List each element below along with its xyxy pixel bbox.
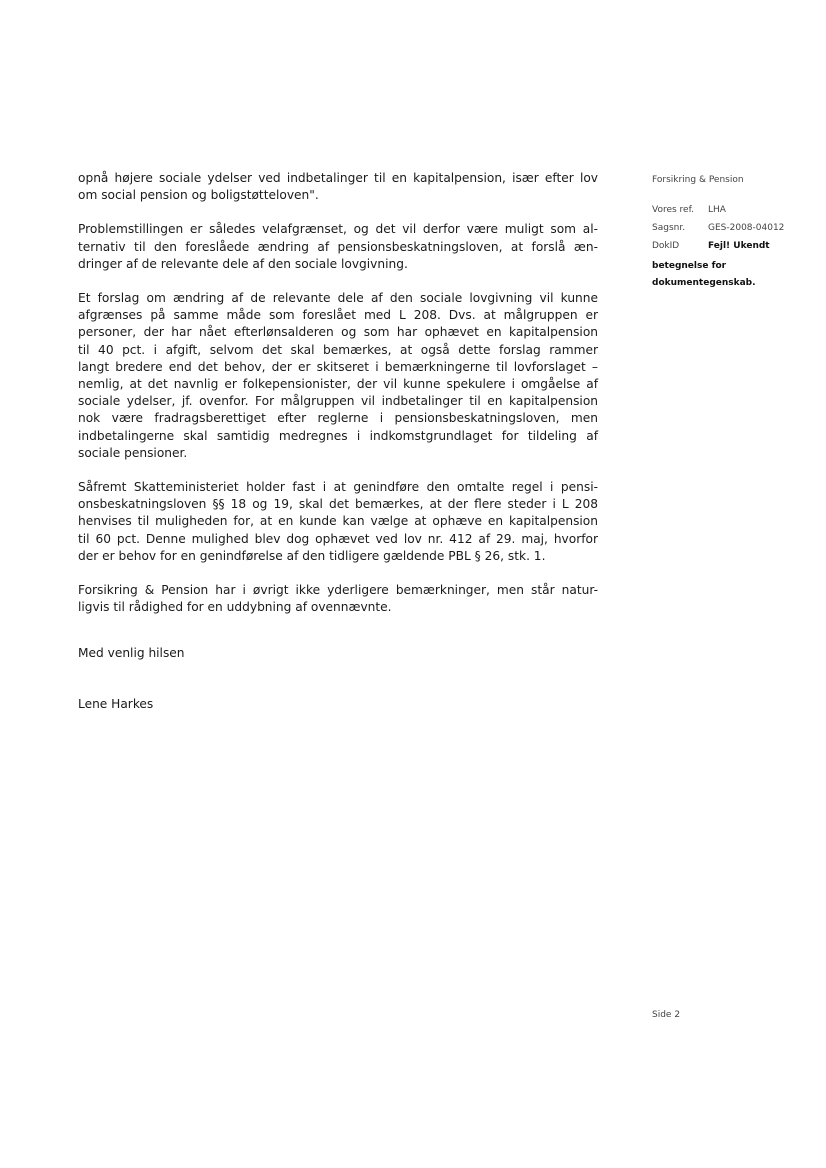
page-number: Side 2 xyxy=(652,1010,681,1020)
document-id-value: Fejl! Ukendt xyxy=(708,241,770,251)
paragraph xyxy=(78,170,598,204)
signature-name: Lene Harkes xyxy=(78,696,154,711)
sender-organization: Forsikring & Pension xyxy=(652,175,744,185)
text-line: afgrænses på samme måde som foreslået med L 208. Dvs. at målgruppen er xyxy=(78,308,598,323)
paragraph xyxy=(78,221,598,273)
text-line: sociale pensioner. xyxy=(78,445,188,460)
text-line: langt bredere end det behov, der er skitseret i bemærkningerne til lovforslaget – xyxy=(78,359,598,374)
text-line: om social pension og boligstøtteloven". xyxy=(78,188,319,203)
document-id-continuation-1: betegnelse for xyxy=(652,261,727,271)
sidebar xyxy=(652,174,817,292)
text-line: nemlig, at det navnlig er folkepensionister, der vil kunne spekulere i omgåelse af xyxy=(78,377,598,392)
document-id-label: DokID xyxy=(652,241,680,251)
meta-row-reference xyxy=(652,204,817,217)
case-number-label: Sagsnr. xyxy=(652,223,686,233)
closing-salutation: Med venlig hilsen xyxy=(78,646,185,661)
meta-row-case-number xyxy=(652,222,817,235)
document-id-continuation-2: dokumentegenskab. xyxy=(652,278,756,288)
text-line: til 60 pct. Denne mulighed blev dog ophævet ved lov nr. 412 af 29. maj, hvorfor xyxy=(78,531,598,546)
letter-paragraphs xyxy=(78,170,598,616)
text-line: ternativ til den foreslåede ændring af pensionsbeskatningsloven, at forslå æn- xyxy=(78,239,598,254)
paragraph xyxy=(78,582,598,616)
text-line: ligvis til rådighed for en uddybning af ovennævnte. xyxy=(78,600,392,615)
letter-body xyxy=(78,170,598,713)
text-line: Forsikring & Pension har i øvrigt ikke yderligere bemærkninger, men står natur- xyxy=(78,583,598,598)
text-line: opnå højere sociale ydelser ved indbetalinger til en kapitalpension, især efter lov xyxy=(78,171,598,185)
case-number-value: GES-2008-04012 xyxy=(708,223,785,233)
text-line: personer, der har nået efterlønsalderen og som har ophævet en kapitalpension xyxy=(78,325,598,340)
text-line: nok være fradragsberettiget efter reglerne i pensionsbeskatningsloven, men xyxy=(78,411,598,426)
text-line: til 40 pct. i afgift, selvom det skal bemærkes, at også dette forslag rammer xyxy=(78,342,598,357)
paragraph xyxy=(78,479,598,565)
text-line: onsbeskatningsloven §§ 18 og 19, skal det bemærkes, at der flere steder i L 208 xyxy=(78,497,598,512)
text-line: der er behov for en genindførelse af den tidligere gældende PBL § 26, stk. 1. xyxy=(78,548,546,563)
text-line: sociale ydelser, jf. ovenfor. For målgruppen vil indbetalinger til en kapitalpension xyxy=(78,394,598,409)
reference-value: LHA xyxy=(708,205,726,215)
text-line: henvises til muligheden for, at en kunde kan vælge at ophæve en kapitalpension xyxy=(78,514,598,529)
text-line: dringer af de relevante dele af den sociale lovgivning. xyxy=(78,256,408,271)
reference-label: Vores ref. xyxy=(652,205,694,215)
text-line: Et forslag om ændring af de relevante dele af den sociale lovgivning vil kunne xyxy=(78,291,598,306)
text-line: Problemstillingen er således velafgrænset, og det vil derfor være muligt som al- xyxy=(78,222,598,237)
text-line: Såfremt Skatteministeriet holder fast i at genindføre den omtalte regel i pensi- xyxy=(78,480,598,495)
meta-row-document-id xyxy=(652,240,817,253)
text-line: indbetalingerne skal samtidig medregnes i indkomstgrundlaget for tildeling af xyxy=(78,428,598,443)
paragraph xyxy=(78,290,598,462)
